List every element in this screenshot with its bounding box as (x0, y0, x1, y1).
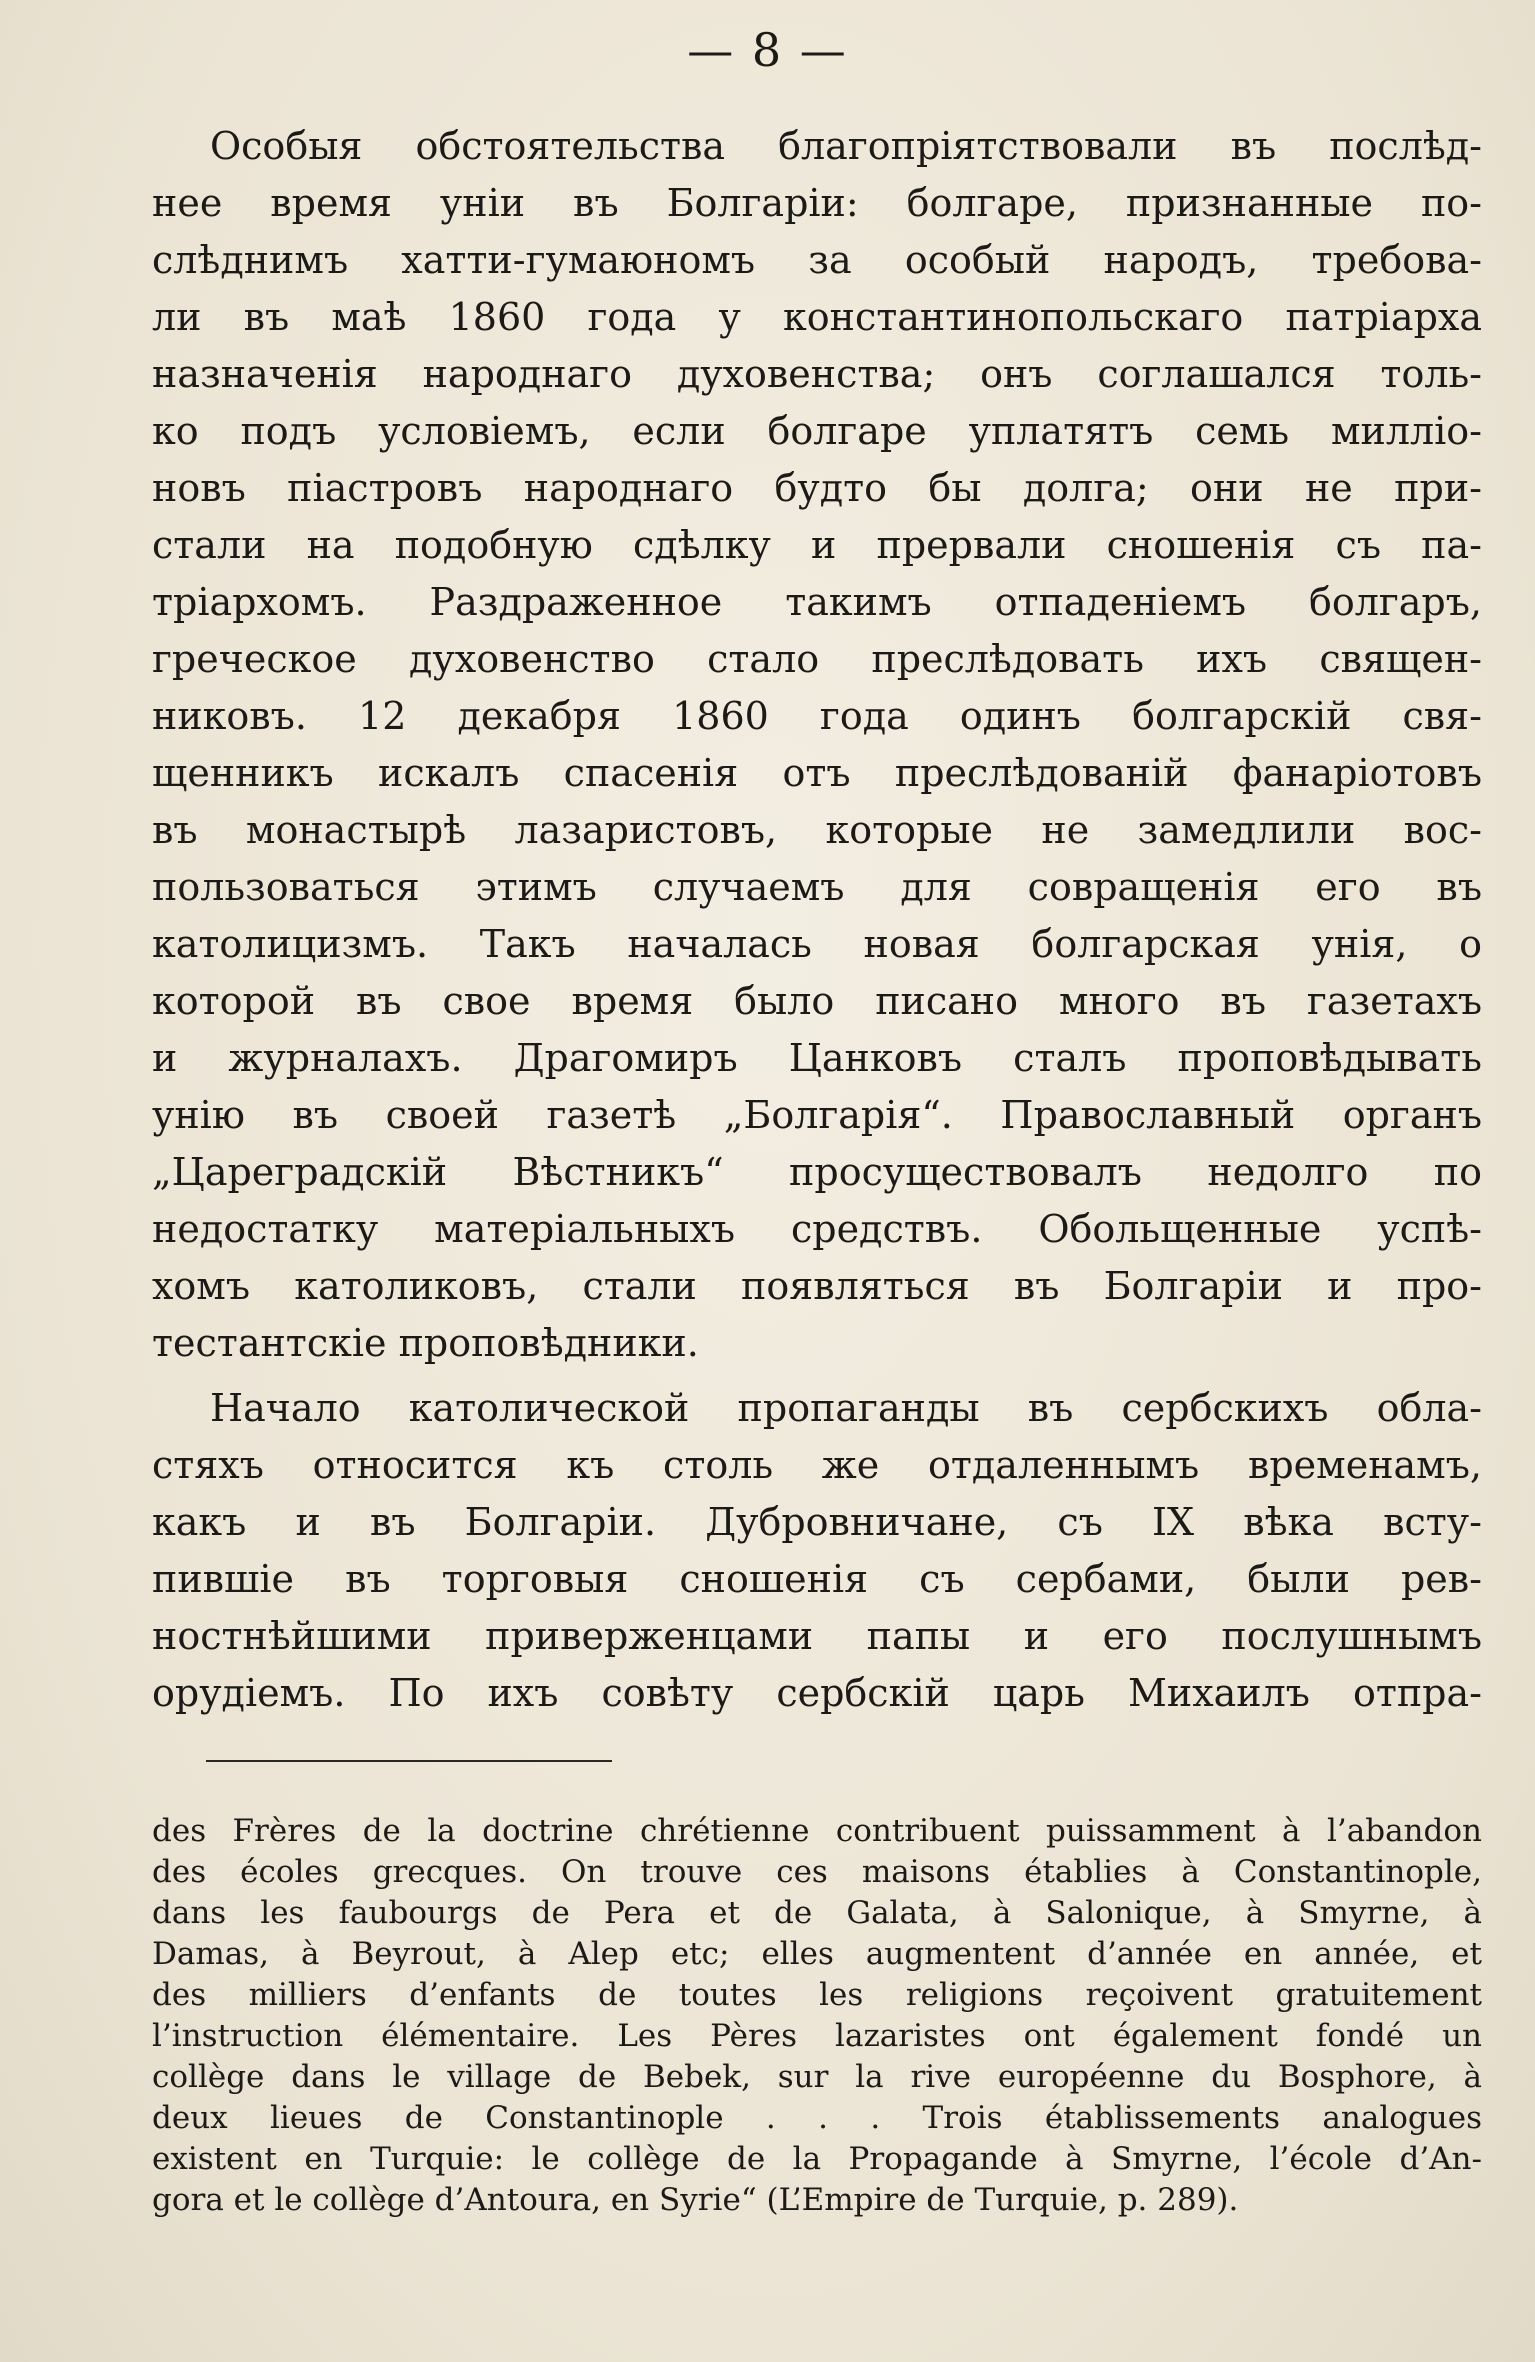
footnote-line: des écoles grecques. On trouve ces maisons établies à Constantinople, (152, 1854, 1482, 1890)
footnote-block (152, 1811, 1482, 2221)
text-line: греческое духовенство стало преслѣдовать ихъ священ- (152, 637, 1482, 681)
text-line: никовъ. 12 декабря 1860 года одинъ болгарскій свя- (152, 694, 1482, 738)
footnote-line: des milliers d’enfants de toutes les religions reçoivent gratuitement (152, 1977, 1482, 2013)
text-line: назначенія народнаго духовенства; онъ соглашался толь- (152, 352, 1482, 396)
text-line: пившіе въ торговыя сношенія съ сербами, были рев- (152, 1557, 1482, 1601)
text-line: стяхъ относится къ столь же отдаленнымъ временамъ, (152, 1443, 1482, 1487)
text-line: которой въ свое время было писано много въ газетахъ (152, 979, 1482, 1023)
text-line: католицизмъ. Такъ началась новая болгарская унія, о (152, 922, 1482, 966)
text-line: слѣднимъ хатти-гумаюномъ за особый народъ, требова- (152, 238, 1482, 282)
text-line: пользоваться этимъ случаемъ для совращенія его въ (152, 865, 1482, 909)
footnote-line: l’instruction élémentaire. Les Pères lazaristes ont également fondé un (152, 2018, 1482, 2054)
footnote-line: deux lieues de Constantinople . . . Trois établissements analogues (152, 2100, 1482, 2136)
main-text-block (152, 118, 1482, 1722)
paragraph-gap (152, 1372, 1482, 1380)
text-line: Начало католической пропаганды въ сербскихъ обла- (210, 1386, 1482, 1430)
text-line: и журналахъ. Драгомиръ Цанковъ сталъ проповѣдывать (152, 1036, 1482, 1080)
footnote-separator (206, 1760, 612, 1762)
footnote-line: collège dans le village de Bebek, sur la rive européenne du Bosphore, à (152, 2059, 1482, 2095)
text-line: недостатку матеріальныхъ средствъ. Обольщенные успѣ- (152, 1207, 1482, 1251)
text-line: стали на подобную сдѣлку и прервали сношенія съ па- (152, 523, 1482, 567)
footnote-line: dans les faubourgs de Pera et de Galata, à Salonique, à Smyrne, à (152, 1895, 1482, 1931)
text-line: въ монастырѣ лазаристовъ, которые не замедлили вос- (152, 808, 1482, 852)
page-number: — 8 — (687, 23, 848, 77)
text-line: тріархомъ. Раздраженное такимъ отпаденіемъ болгаръ, (152, 580, 1482, 624)
footnote-line: Damas, à Beyrout, à Alep etc; elles augmentent d’année en année, et (152, 1936, 1482, 1972)
text-line: новъ піастровъ народнаго будто бы долга; они не при- (152, 466, 1482, 510)
text-line: щенникъ искалъ спасенія отъ преслѣдованій фанаріотовъ (152, 751, 1482, 795)
text-line: ностнѣйшими приверженцами папы и его послушнымъ (152, 1614, 1482, 1658)
text-line: хомъ католиковъ, стали появляться въ Болгаріи и про- (152, 1264, 1482, 1308)
text-line: „Цареградскій Вѣстникъ“ просуществовалъ недолго по (152, 1150, 1482, 1194)
text-line: нее время уніи въ Болгаріи: болгаре, признанные по- (152, 181, 1482, 225)
text-line: какъ и въ Болгаріи. Дубровничане, съ IX вѣка всту- (152, 1500, 1482, 1544)
footnote-line: existent en Turquie: le collège de la Propagande à Smyrne, l’école d’An- (152, 2141, 1482, 2177)
text-line: ко подъ условіемъ, если болгаре уплатятъ семь милліо- (152, 409, 1482, 453)
footnote-line: gora et le collège d’Antoura, en Syrie“ (L’Empire de Turquie, p. 289). (152, 2182, 1239, 2218)
text-line: Особыя обстоятельства благопріятствовали въ послѣд- (210, 124, 1482, 168)
text-line: орудіемъ. По ихъ совѣту сербскій царь Михаилъ отпра- (152, 1671, 1482, 1715)
text-line: ли въ маѣ 1860 года у константинопольскаго патріарха (152, 295, 1482, 339)
footnote-line: des Frères de la doctrine chrétienne contribuent puissamment à l’abandon (152, 1813, 1482, 1849)
text-line: унію въ своей газетѣ „Болгарія“. Православный органъ (152, 1093, 1482, 1137)
text-line: тестантскіе проповѣдники. (152, 1321, 699, 1365)
